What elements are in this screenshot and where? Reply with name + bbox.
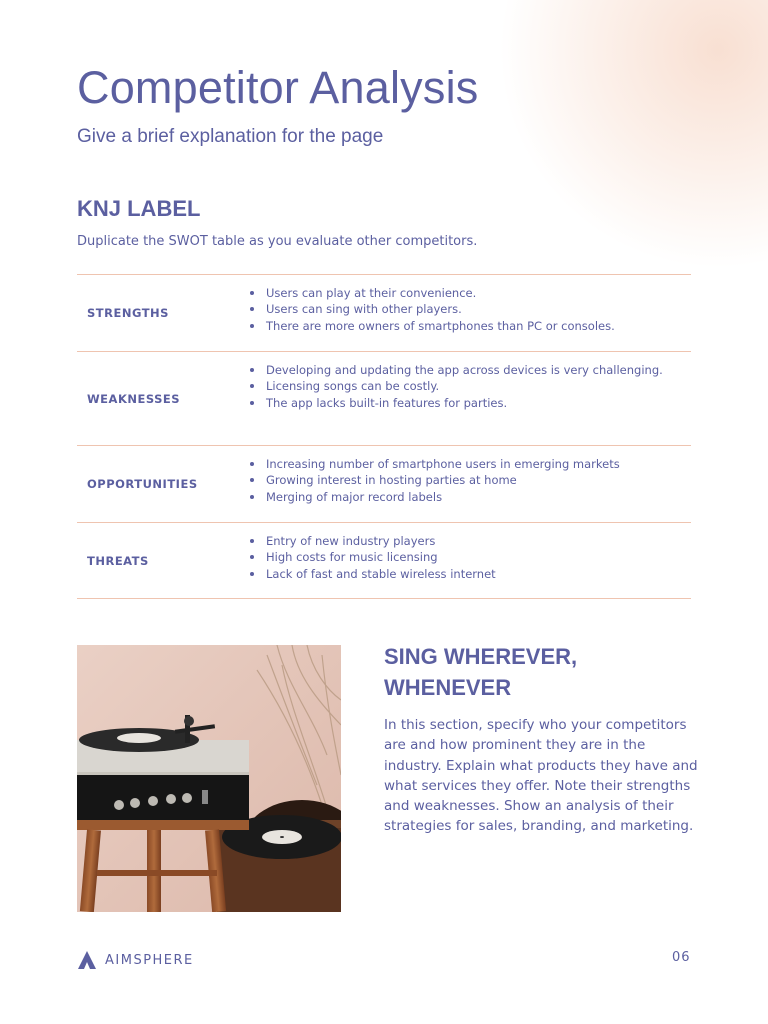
- page-title: Competitor Analysis: [77, 62, 479, 113]
- section-description: Duplicate the SWOT table as you evaluate other competitors.: [77, 234, 478, 249]
- swot-row-strengths: [77, 275, 691, 352]
- list-item: Users can play at their convenience.: [247, 285, 615, 301]
- brand: [77, 950, 194, 970]
- section-heading: KNJ LABEL: [77, 196, 201, 221]
- list-item: Merging of major record labels: [247, 489, 620, 505]
- brand-name: AIMSPHERE: [105, 952, 194, 968]
- list-item: Increasing number of smartphone users in emerging markets: [247, 456, 620, 472]
- swot-table: [77, 274, 691, 599]
- swot-list-opportunities: [247, 456, 620, 505]
- list-item: Entry of new industry players: [247, 533, 496, 549]
- aimsphere-logo-icon: [77, 950, 97, 970]
- swot-label-opportunities: OPPORTUNITIES: [87, 477, 198, 491]
- list-item: There are more owners of smartphones than PC or consoles.: [247, 318, 615, 334]
- feature-heading: [384, 641, 684, 703]
- swot-label-strengths: STRENGTHS: [87, 306, 169, 320]
- swot-row-threats: [77, 523, 691, 599]
- background-glow: [498, 0, 768, 270]
- swot-list-strengths: [247, 285, 615, 334]
- page-number: 06: [672, 950, 691, 965]
- list-item: Developing and updating the app across devices is very challenging.: [247, 362, 663, 378]
- swot-row-weaknesses: [77, 352, 691, 446]
- page-subtitle: Give a brief explanation for the page: [77, 126, 384, 147]
- list-item: High costs for music licensing: [247, 549, 496, 565]
- swot-label-threats: THREATS: [87, 553, 149, 568]
- feature-heading-line-1: SING WHEREVER,: [384, 644, 578, 669]
- list-item: Licensing songs can be costly.: [247, 378, 663, 394]
- feature-body: In this section, specify who your competitors are and how prominent they are in the industry. Explain what products they have and what services they offer. Note their strengths and weaknesses. Show an analysis of their strategies for sales, branding, and marketing.: [384, 717, 698, 835]
- swot-label-weaknesses: WEAKNESSES: [87, 391, 181, 406]
- list-item: Growing interest in hosting parties at home: [247, 472, 620, 488]
- swot-row-opportunities: [77, 446, 691, 523]
- record-player-photo: [77, 645, 341, 912]
- list-item: Lack of fast and stable wireless internet: [247, 566, 496, 582]
- swot-list-weaknesses: [247, 362, 663, 411]
- list-item: Users can sing with other players.: [247, 301, 615, 317]
- swot-list-threats: [247, 533, 496, 582]
- list-item: The app lacks built-in features for parties.: [247, 395, 663, 411]
- feature-heading-line-2: WHENEVER: [384, 675, 512, 700]
